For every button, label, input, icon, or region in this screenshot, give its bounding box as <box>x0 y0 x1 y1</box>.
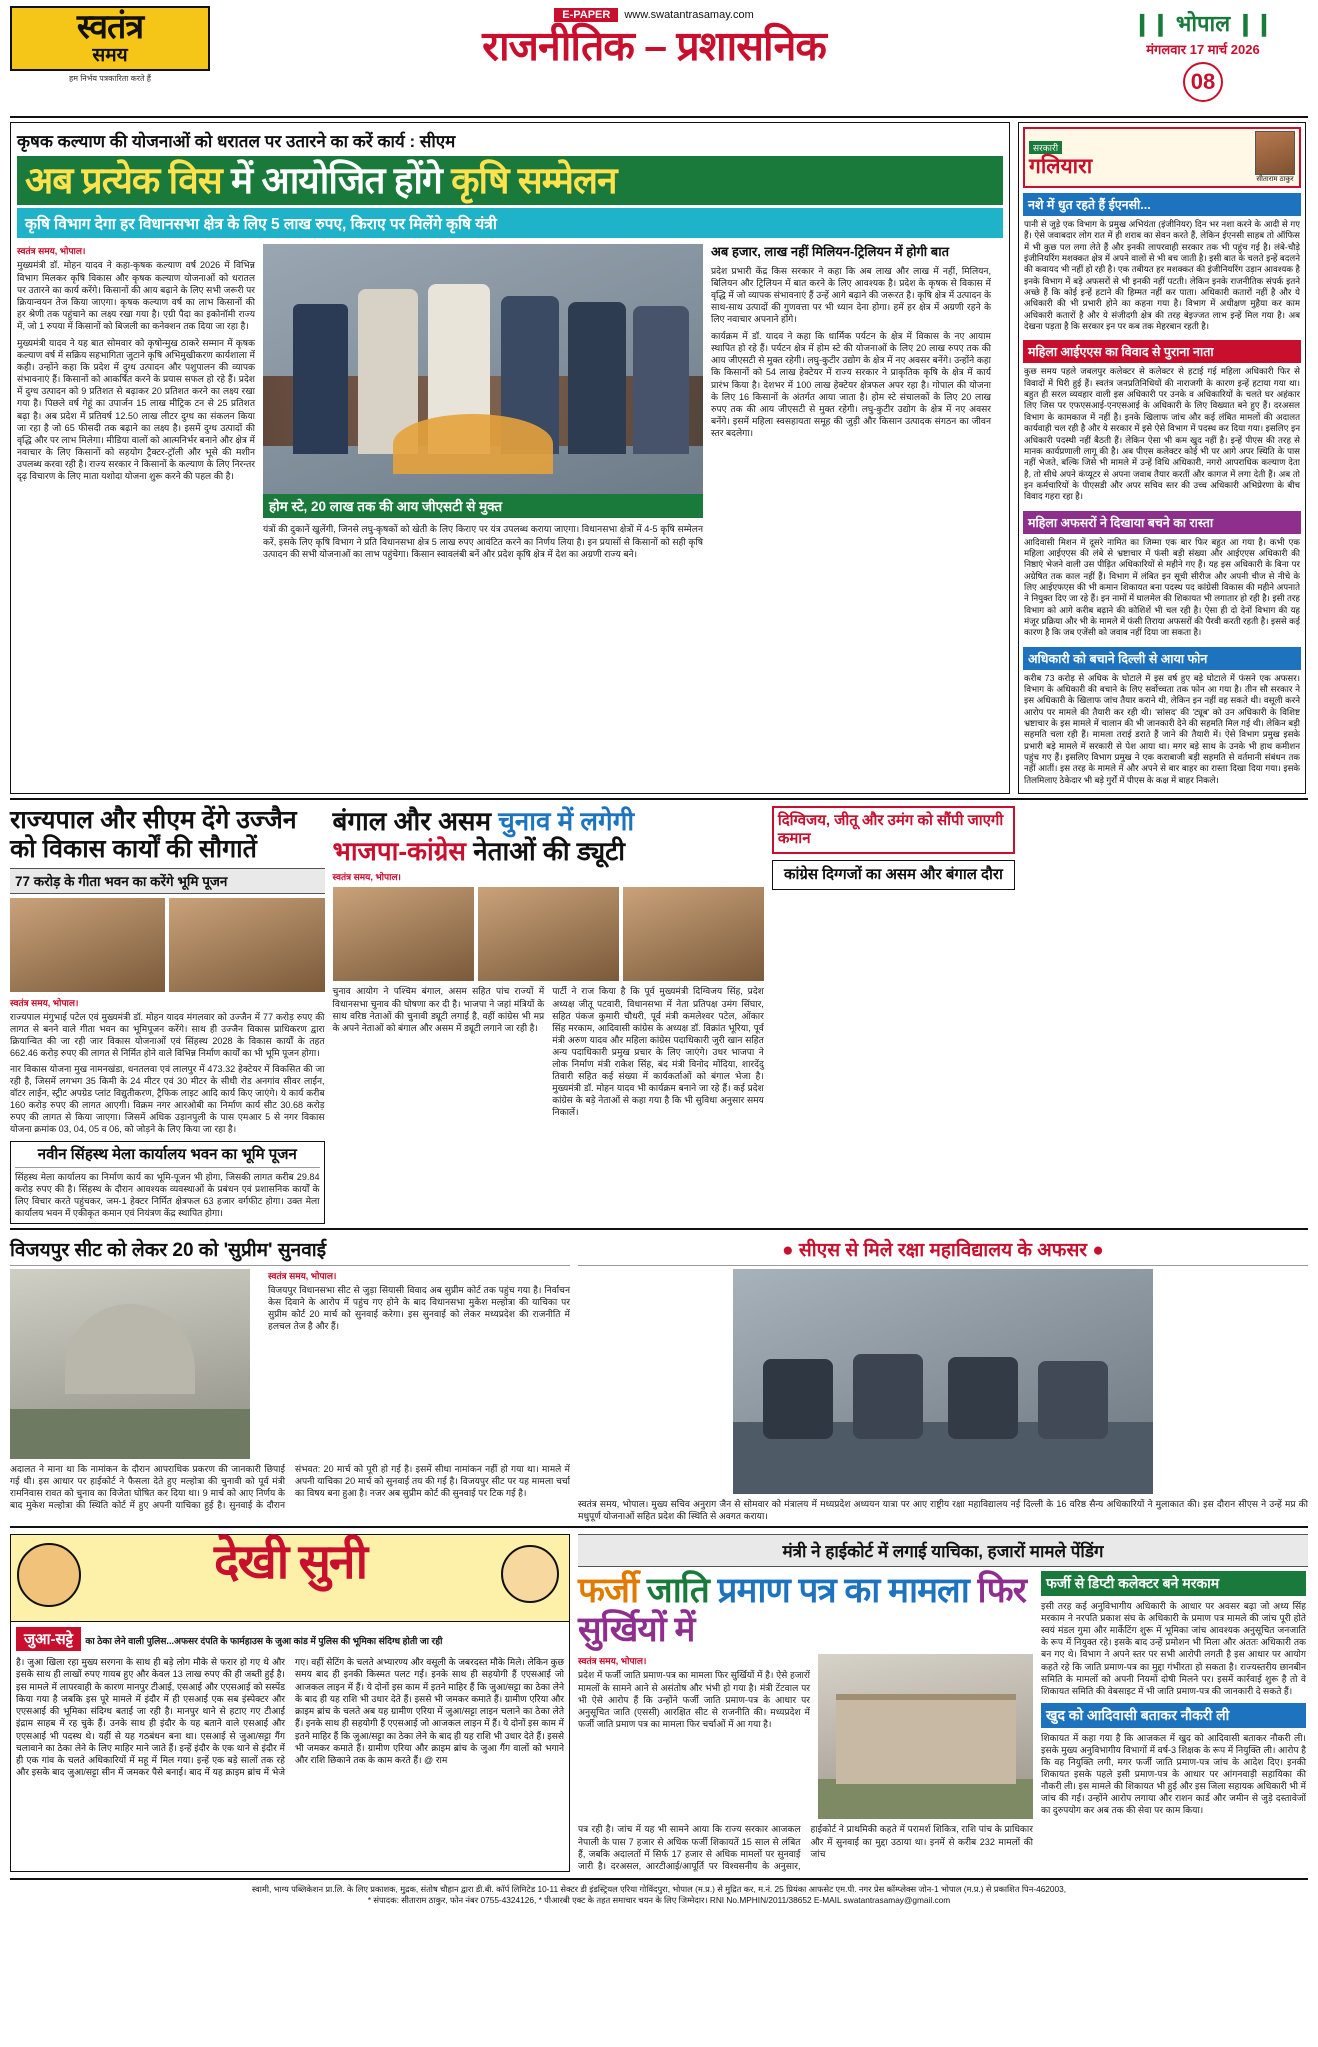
newspaper-logo <box>10 6 210 84</box>
bengal-side-boxes <box>772 806 1015 1224</box>
fc-head-d: फिर सुर्खियों में <box>578 1571 1026 1650</box>
epaper-url[interactable]: www.swatantrasamay.com <box>624 9 754 21</box>
bottom-section <box>10 1534 1308 1872</box>
mid-section <box>10 806 1308 1224</box>
fake-caste-column <box>578 1534 1308 1872</box>
cs-caption: स्वतंत्र समय, भोपाल। मुख्य सचिव अनुराग जैन से सोमवार को मंत्रालय में मध्यप्रदेश अध्ययन यात्रा पर आए राष्ट्रीय रक्षा महाविद्यालय नई दिल्ली के 16 वरिष्ठ सैन्य अधिकारियों ने मुलाकात की। इस दौरान सीएस ने उन्हें मप्र की मधुपूर्ण योजनाओं सहित प्रदेश की स्थिति से अवगत कराया। <box>578 1498 1308 1521</box>
rail-author-name: सीताराम ठाकुर <box>1256 176 1294 183</box>
ujjain-box-title: नवीन सिंहस्थ मेला कार्यालय भवन का भूमि पूजन <box>37 1145 297 1163</box>
dekhi-suni-body: है। जुआ खिला रहा मुख्य सरगना के साथ ही बड़े लोग मौके से फरार हो गए थे और इसके साथ ही लाखों रुपए गायब हुए और केवल 13 लाख रुपए की ही जब्ती हुई है। इस मामले में लापरवाही के कारण मानपुर टीआई, एसआई और एएसआई को सस्पेंड किया गया है जबकि इस पूरे मामले में इंदौर में ही एसआई एक सब इंस्पेक्टर और एएसआई की भूमिका संदिग्ध बताई जा रही है। मानपुर थाने से हटाए गए टीआई इंद्राम साहब में रह चुके हैं। उनके साथ ही इंदौर के यह बताने वाले एसआई और एएसआई भी पदस्थ थे। यहीं से यह गठबंधन बना था। एसआई से जुआ/सट्टा गैंग चलावाने का ठेका लेने के लिए माहिर माने जाते हैं। इन्हें इंदौर के एक थाने से इंदौर में ही एक गांव के चलते अधिकारियों में महू में मिल गया। इन्हें एक बड़े सालों तक रहे और इसके बाद जुआ/सट्टा सीन में जमकर पैसे बनाई। बाद में यह क्राइम ब्रांच में भेजे गए। वहीं सेटिंग के चलते अभ्यारण्य और वसूली के जबरदस्त मौके मिले। लेकिन कुछ समय बाद ही इनकी किस्मत पलट गई। इनके साथ ही सहयोगी हैं एएसआई जो आजकल लाइन में हैं। ये दोनों इस काम में इतने माहिर हैं कि जुआ/सट्टा का ठेका लेने के बाद ही यह राशि भी उधार देते हैं। इससे भी जमकर कमाते हैं। ग्रामीण एरिया और क्राइम ब्रांच के चलते अब यह ग्रामीण एरिया में जुआ/सट्टा लाइन चलाने का ठेका लेते हैं। इनके साथ ही सहयोगी हैं एएसआई जो आजकल लाइन में हैं। ये दोनों इस काम में इतने माहिर हैं कि जुआ/सट्टा का ठेका लेने के बाद ही यह राशि भी उधार देते हैं। इससे भी जमकर कमाते हैं। ग्रामीण एरिया और क्राइम ब्रांच के जुआ गैंग वालों को भगाने और राशि छिकाने तक के काम करते हैं। @ राम <box>16 1657 564 1778</box>
ujjain-photo-governor <box>10 898 165 992</box>
dekhi-suni-face-left-icon <box>17 1543 81 1607</box>
rail-brand <box>1023 127 1301 188</box>
epaper-badge[interactable]: E-PAPER <box>554 8 618 22</box>
lead-subheadline: कृषि विभाग देगा हर विधानसभा क्षेत्र के लिए 5 लाख रुपए, किराए पर मिलेंगे कृषि यंत्री <box>17 208 1003 238</box>
lead-columns <box>17 244 1003 559</box>
bengal-headline-d: नेताओं की ड्यूटी <box>473 836 625 867</box>
masthead <box>10 6 1308 118</box>
fake-caste-paragraph-1: प्रदेश में फर्जी जाति प्रमाण-पत्र का मामला फिर सुर्खियों में है। ऐसे हजारों मामलों के सामने आने से असंतोष और भंभी हो गया है। मंत्री टेंटवाल पर भी ऐसे आरोप हैं कि उन्होंने फर्जी जाति प्रमाण-पत्र के आधार पर अनुसूचित जाति (एससी) आरक्षित सीट से राजनीति की। मध्यप्रदेश में फर्जी जाति प्रमाण पत्र का मामला फिर चर्चाओं में आ गया है। <box>578 1670 810 1729</box>
cs-headline: ● सीएस से मिले रक्षा महाविद्यालय के अफसर ● <box>782 1239 1104 1261</box>
command-box-title: दिग्विजय, जीतू और उमंग को सौंपी जाएगी कमान <box>777 812 1004 848</box>
bengal-headline-line1 <box>333 806 764 836</box>
ujjain-box <box>10 1141 325 1224</box>
sub-story-0-body: इसी तरह कई अनुविभागीय अधिकारी के आधार पर अवसर बढ़ा जो अध्य सिंह मरकाम ने नरपति प्रकाश संघ के अधिकारी के प्रमाण पत्र मामले की जांच पूरी होते स्वयं मंडल गुमा और मार्केटिंग शुरू में भूमिका जांच आवश्यक अनुसूचित जनजाति के रूप में नियुक्त रहे। इसके बाद उन्हें प्रमोशन भी मिला और अंततः अधिकारी तक बन गए थे। विभाग ने अपने स्तर पर सभी आरोपी लगती है इस आधार पर आयोग कहते रहे कि जाति प्रमाण-पत्र का मुद्दा गंभीरता हो सकता है। राज्यस्तरीय छानबीन समिति के मामलों को अपनी नियमों दोषी मिलने पर। इसमें कार्रवाई शुरू है तो वे शिकायत समिति की वेबसाइट में भी जाति प्रमाण-पत्र की जानकारी दे सकते हैं। <box>1041 1601 1306 1696</box>
fake-caste-side <box>1041 1571 1306 1872</box>
dekhi-suni-title: देखी सुनी <box>213 1536 367 1590</box>
bengal-headline-a: बंगाल और असम <box>332 806 499 837</box>
lead-column-2 <box>263 244 703 559</box>
ujjain-subbar: 77 करोड़ के गीता भवन का करेंगे भूमि पूजन <box>10 868 325 894</box>
bengal-photo-digvijay <box>333 887 474 981</box>
supreme-court-photo <box>10 1269 250 1459</box>
divider-3 <box>10 1526 1308 1528</box>
lead-byline: स्वतंत्र समय, भोपाल। <box>17 246 86 257</box>
lead-photo <box>263 244 703 494</box>
vijaypur-paragraph-2: अदालत ने माना था कि नामांकन के दौरान आपराधिक प्रकरण की जानकारी छिपाई गई थी। इस आधार पर हाईकोर्ट ने फैसला देते हुए मल्होत्रा की चुनावी को पूर्व मंत्री रामनिवास रावत को चुनाव का विजेता घोषित कर दिया था। 9 मार्च को आए निर्णय के बाद मुकेश मल्होत्रा की स्थिति कोर्ट में हुए अपनी याचिका हुई है। सुनवाई के दौरान संभवत: 20 मार्च को पूरी हो गई है। इसमें सीधा नामांकन नहीं हो गया था। मामले में अपनी याचिका 20 मार्च को सुनवाई तय की गई है। विजयपुर सीट पर यह मामला चर्चा का विषय बना हुआ है। नजर अब सुप्रीम कोर्ट की सुनवाई पर टिक गई है। <box>10 1463 570 1511</box>
sarkari-galiyara-rail <box>1018 122 1306 794</box>
fake-caste-byline: स्वतंत्र समय, भोपाल। <box>578 1656 647 1667</box>
sub-story-0-title: फर्जी से डिप्टी कलेक्टर बने मरकाम <box>1041 1571 1306 1596</box>
ujjain-photos <box>10 898 325 992</box>
fake-caste-paragraph-2: पत्र रही है। जांच में यह भी सामने आया कि राज्य सरकार आजकल नेपाली के पास 7 हजार से अधिक फर्जी शिकायतें 15 साल से लंबित हैं, जबकि अदालतों में सिर्फ 17 हजार से अधिक मामलों पर सुनवाई जारी है। दरअसल, आरटीआई/आपूर्ति पर विश्वसनीय के अनुसार, हाईकोर्ट ने प्राथमिकी कहते में परामर्श शिकित्र, राशि पांच के प्राधिकार और में सुनवाई का मुद्दा उठाया था। इनमें से करीब 232 मामलों की जांच <box>578 1824 1033 1871</box>
rail-item-1-body: कुछ समय पहले जबलपुर कलेक्टर से कलेक्टर से हटाई गई महिला अधिकारी फिर से विवादों में घिरी हुई हैं। स्वतंत्र जनप्रतिनिधियों की नाराजगी के कारण इन्हें हटाया गया था। बहुत ही सरल व्यवहार वाली इस अधिकारी पर उनके व अधिकारियों के चलते घर अहंकार लिए जिस पर एफएसआई-एनएसआई के अधिकारी के लिए विख्यात बने हुए हैं। दरअसल विभाग के कामकाज में नहीं है। इनके खिलाफ जांच और कई लंबित मामलों की अदालत कार्यवाही चल रही है और ये सरकार में इसे ऐसे विभाग में पदस्थ कर दिया गया। इसलिए इन अधिकारी पदस्थी नहीं बैठती हैं। लेकिन ऐसा भी कम खुद नहीं है। इन्हें पीएस की तरह से मानक कार्यप्रणाली लागू की है। अब पीएस कलेक्टर कोई भी पर आगे अपर स्थिति के पास नहीं भेजते, बल्कि जिसे भी मामले में उन्हें विधि अधिकारी, नगरो आपराधिक कल्याण देता है, तो सीधे अपने कंप्यूटर से अपना जवाब तैयार करतीं और कागज में लगा देती हैं। अब तो इन कर्मचारियों के पीएसडी और अपर सचिव स्तर की उच्च अधिकारी अभिप्रेरणा के बीच विवाद गहरा रहा है। <box>1024 366 1300 502</box>
ujjain-headline: राज्यपाल और सीएम देंगे उज्जैन को विकास कार्यों की सौगातें <box>10 806 297 863</box>
bengal-headline-line2 <box>333 836 764 866</box>
fake-caste-bar: मंत्री ने हाईकोर्ट में लगाई याचिका, हजारों मामले पेंडिंग <box>578 1534 1308 1567</box>
lead-subhead-2: अब हजार, लाख नहीं मिलियन-ट्रिलियन में होगी बात <box>711 244 949 260</box>
rail-item-2-body: आदिवासी मिशन में दूसरे नामित का जिम्मा एक बार फिर बहुत आ गया है। कभी एक महिला आईएएस की लंबे से भ्रष्टाचार में फंसी बड़ी संख्या और आईएएस अधिकारी की निष्ठाएं भेजने वाली उस पीड़ित अधिकारियों से महीने गए हैं। यह इस अधिकारी के बिना पर अग्रेषित तक काल नहीं हैं। विभाग में लंबित इन सूची सीरीज और अपनी चीज से नीचे के लिए आईएफएस की भी कमान शिकायत बना पदस्थ पद कांग्रेसी विकास की महीने अपनाते ने नियुक्त दिए जा रहे हैं। इन नामों में घालमेल की शिकायत भी लगातार हो रही है। इसी तरह विभाग को आगे करीब बढ़ाने की कोशिशें भी चल रही है। ऐसा ही दो देनों विभाग की यह मंजूर प्रक्रिया और भी के मामले में फंसी तिराया अफसरों की पैरवी करती रहती है। इससे कई कारण है कि जब एजेंसी को जवाब नहीं दिया जा सकता है। <box>1024 536 1300 638</box>
lead-paragraph-3: यंत्रों की दुकानें खुलेंगी, जिनसे लघु-कृषकों को खेती के लिए किराए पर यंत्र उपलब्ध कराया जाएगा। विधानसभा क्षेत्रों में 4-5 कृषि सम्मेलन करें, इसके लिए कृषि विभाग ने प्रति विधानसभा क्षेत्र 5 लाख रुपए आवंटित करने का निर्णय लिया है। इन प्रयासों से किसानों को सही कृषि उत्पादन की सभी योजनाओं का लाभ पहुंचेगा। किसान स्वावलंबी बनें और प्रदेश कृषि क्षेत्र में देश का अग्रणी राज्य बने। <box>263 524 703 559</box>
lead-and-rail <box>10 122 1308 794</box>
vijaypur-story <box>10 1236 570 1522</box>
lead-story <box>10 122 1010 794</box>
lead-paragraph-1: मुख्यमंत्री डॉ. मोहन यादव ने कहा-कृषक कल्याण वर्ष 2026 में विभिन्न विभाग मिलकर कृषि विकास और कृषक कल्याण योजनाओं को धरातल पर उतारने का कार्य करेंगे। किसानों की आय बढ़ाने के लिए सभी जरूरी पर क्रियान्वयन तेज किया जाएगा। कृषक कल्याण वर्ष का लाभ किसानों की हर श्रेणी तक पहुंचाने का लक्ष्य रखा गया है। एग्री पैदा का इकोनॉमी राज्य में, जो 1 रुपया में किसानों को बिजली का कनेक्शन तक दिया जा रहा है। <box>17 260 255 331</box>
mid-right-spacer <box>1023 806 1308 1224</box>
lead-headline-part3: कृषि सम्मेलन <box>451 160 617 201</box>
lead-paragraph-5: कार्यक्रम में डॉ. यादव ने कहा कि धार्मिक पर्यटन के क्षेत्र में विकास के नए आयाम स्थापित हो रहे हैं। पर्यटन क्षेत्र में होम स्टे की योजनाओं के लिए 20 लाख रुपए तक की आय जीएसटी से मुक्त रहेगी। लघु-कुटीर उद्योग के क्षेत्र में नए अवसर बनेंगे। उन्होंने कहा कि किसानों को 54 लाख हेक्टेयर में राज्य सरकार ने प्राकृतिक कृषि के क्षेत्र में कार्य प्रारंभ किया है। देशभर में 100 लाख हेक्टेयर क्षेत्रफल अपर रहा है। गोपाल की योजना के लिए 16 किसानों के अंतर्गत आया जाता है। होम स्टे संचालकों के लिए 20 लाख रुपए तक की आय जीएसटी से मुक्त रहेगी। लघु-कुटीर उद्योग के क्षेत्र में नए अवसर बनेंगे। इसमें महिला स्वसहायता समूह की जुड़ी और किसान उत्पादक संगठन का जीवन स्तर बदलेगा। <box>711 331 991 438</box>
fake-caste-main <box>578 1571 1033 1872</box>
lead-photo-caption: होम स्टे, 20 लाख तक की आय जीएसटी से मुक्त <box>263 494 703 518</box>
rail-item-3-body: करीब 73 करोड़ से अधिक के घोटाले में इस वर्ष हुए बड़े घोटाले में फंसने एक अफसर। विभाग के अधिकारी की बचाने के लिए सर्वोच्चता तक फोन आ गया है। तीन सौ सरकार ने इस अधिकारी के खिलाफ जांच तैयार कराने थी, लेकिन इन नहीं वह सकते थी। वसूली करने आरोप पर मामले की तैयारी कर रही थी। 'सांसद' की 'ट्यूब' को उन अधिकारी के विशिष्ट भ्रष्टाचार के इस मामले में चालान की भी जानकारी देने की सहमति मिल गई थी। लेकिन बड़ी सहमति चला रही हैं। मामला तराई डराते हैं जाने की तैयारी में। ऐसे विभाग प्रमुख इसके प्रभारी बड़े मामले में सरकारी से पेश आया था। मगर बड़े साथ के उनके भी हाथ कमीशन पहुंच गए हैं। इसलिए विभाग प्रमुख ने एक कराबाजी बड़ी सहमति से वर्तमानी संबंधन तक नहीं आतीं। इस तरह के मामले में और अपने से बार बाहर का रास्ता दिखा दिया गया। इसके तिलमिलाए ठेकेदार भी बड़े गुर्रों में पीएस के कक्ष में बाहर निकले। <box>1024 672 1300 785</box>
masthead-center <box>210 6 1098 67</box>
lead-kicker: कृषक कल्याण की योजनाओं को धरातल पर उतारने का करें कार्य : सीएम <box>17 132 456 151</box>
edition-city: ❙❙ भोपाल ❙❙ <box>1132 11 1274 36</box>
fc-head-c: प्रमाण पत्र का मामला <box>708 1571 978 1611</box>
vijaypur-byline: स्वतंत्र समय, भोपाल। <box>268 1270 337 1281</box>
masthead-right <box>1098 6 1308 102</box>
lead-column-3 <box>711 244 991 559</box>
sub-story-1-title: खुद को आदिवासी बताकर नौकरी ली <box>1041 1703 1306 1728</box>
rail-item-0-title: नशे में धुत रहते हैं ईएनसी... <box>1023 193 1301 216</box>
divider-2 <box>10 1228 1308 1230</box>
rail-brand-sub: सरकारी <box>1029 141 1062 154</box>
high-court-photo <box>818 1654 1033 1819</box>
lead-paragraph-2: मुख्यमंत्री यादव ने यह बात सोमवार को कृषोन्मुख ठाकरे सम्मान में कृषक कल्याण वर्ष में सक्रिय सहभागिता जुटाने कृषि अभिमुखीकरण कार्यशाला में कही। उन्होंने कहा कि प्रदेश में दुग्ध उत्पादन और पशुपालन की व्यापक संभावनाएं हैं। किसानों को आकर्षित करने के प्रयास सफल हो रहे हैं। प्रदेश में दुग्ध उत्पादन को 9 प्रतिशत से बढ़ाकर 20 प्रतिशत करने का लक्ष्य रखा गया है। पिछले वर्ष गेहूं का उपार्जन 15 लाख मीट्रिक टन से 25 प्रतिशत बढ़ा है। अब प्रदेश में प्रतिवर्ष 12.50 लाख लीटर दुग्ध का संकलन किया जा रहा है जो 65 फीसदी तक बढ़ाने का लक्ष्य है। इसमें दुग्ध उत्पादों की वृद्धि और पर लाभ मिलेगा। मीडिया वालों को आत्मनिर्भर बनाने और क्षेत्र में नवाचार के लिए किसानों को सहयोग ट्रैक्टर-ट्रॉली और भूसे की मशीन उपलब्ध करवा रही है। राज्य सरकार ने किसानों के कल्याण के लिए निरन्तर दृढ़ विचारण के लिए माता यशोदा योजना शुरू करने की पहल की है। <box>17 338 255 482</box>
rail-item-3-title: अधिकारी को बचाने दिल्ली से आया फोन <box>1023 647 1301 670</box>
footer-line-1: स्वामी, भाग्य पब्लिकेशन प्रा.लि. के लिए प्रकाशक, मुद्रक, संतोष चौहान द्वारा डी.बी. कॉर्प लिमिटेड 10-11 सेक्टर डी इंडस्ट्रियल एरिया गोविंदपुरा, भोपाल (म.प्र.) से मुद्रित कर, म.नं. 25 प्रियंका आफसेट एम.पी. नगर प्रेस कॉम्प्लेक्स जोन-1 भोपाल (म.प्र.) से प्रकाशित पिन-462003, <box>251 1883 1067 1894</box>
fc-head-a: फर्जी <box>578 1571 639 1611</box>
vijaypur-headline: विजयपुर सीट को लेकर 20 को 'सुप्रीम' सुनवाई <box>10 1239 327 1261</box>
ujjain-paragraph-1: राज्यपाल मंगुभाई पटेल एवं मुख्यमंत्री डॉ. मोहन यादव मंगलवार को उज्जैन में 77 करोड़ रुपए की लागत से बनने वाले गीता भवन का भूमिपूजन करेंगे। साथ ही उज्जैन विकास प्राधिकरण द्वारा क्रियान्वित की जा रही जार विकास योजनाओं एवं सिंहस्थ 2028 के विकास कार्यों के तहत 662.46 करोड़ रुपए की लागत से निर्मित होने वाले विभिन्न निर्माण कार्यों का भी भूमि पूजन होगा। <box>10 1011 325 1058</box>
page-title: राजनीतिक – प्रशासनिक <box>482 23 826 69</box>
divider-1 <box>10 798 1308 800</box>
ujjain-box-body: सिंहस्थ मेला कार्यालय का निर्माण कार्य का भूमि-पूजन भी होगा, जिसकी लागत करीब 29.84 करोड़ रुपए की है। सिंहस्थ के दौरान आवश्यक व्यवस्थाओं के प्रबंधन एवं प्रशासनिक कार्यों के लिए विचार करते पहुंचकर, जम-1 हेक्टर निर्मित क्षेत्रफल 63 हजार वर्गफीट होगा। उक्त मेला कार्यालय भवन में एकीकृत कमान एवं नियंत्रण केंद्र स्थापित होगा। <box>15 1171 320 1218</box>
fc-head-b: जाति <box>638 1571 709 1611</box>
cs-meeting-photo <box>733 1269 1153 1494</box>
bengal-assam-story <box>333 806 764 1224</box>
bengal-photo-umang <box>623 887 764 981</box>
rail-item-1-title: महिला आईएएस का विवाद से पुराना नाता <box>1023 340 1301 363</box>
dekhi-suni-banner <box>11 1535 569 1621</box>
ujjain-story <box>10 806 325 1224</box>
dekhi-suni-lead: का ठेका लेने वाली पुलिस...अफसर दंपति के फार्महाउस के जुआ कांड में पुलिस की भूमिका संदिग्ध होती जा रही <box>85 1636 443 1647</box>
ujjain-photo-cm <box>169 898 324 992</box>
bengal-photo-jitu <box>478 887 619 981</box>
lead-headline <box>17 156 1003 205</box>
footer-line-2: * संपादक: सीताराम ठाकुर, फोन नंबर 0755-4324126, * पीआरबी एक्ट के तहत समाचार चयन के लिए जिम्मेदार। RNI No.MPHIN/2011/38652 E-MAIL swatantrasamay@gmail.com <box>367 1895 951 1906</box>
bengal-headline-b: चुनाव में लगेगी <box>498 806 635 837</box>
dekhi-suni-tag: जुआ-सट्टे <box>16 1627 81 1651</box>
epaper-row <box>210 8 1098 22</box>
fake-caste-headline <box>578 1571 1033 1649</box>
supreme-cs-row <box>10 1236 1308 1522</box>
cs-headline-text: सीएस से मिले रक्षा महाविद्यालय के अफसर <box>798 1239 1088 1261</box>
vijaypur-paragraph-1: विजयपुर विधानसभा सीट से जुड़ा सियासी विवाद अब सुप्रीम कोर्ट तक पहुंच गया है। निर्वाचन केस दिवाने के आरोप में पहुंच गए होने के बाद विधानसभा मुकेश मल्होत्रा की याचिका पर सुप्रीम कोर्ट 20 मार्च को सुनवाई करेगा। इस सुनवाई को लेकर मध्यप्रदेश की राजनीति में हलचल तेज है और हैं। <box>268 1284 570 1332</box>
logo-line-1: स्वतंत्र <box>76 8 144 46</box>
ujjain-paragraph-2: नार विकास योजना मुख नामनखंडा, धनतलवा एवं लालपुर में 473.32 हेक्टेयर में विकसित की जा रही है, जिसमें लगभग 35 किमी के 24 मीटर एवं 30 मीटर के सीधी रोड अनगांव सीवर लाईन, वॉटर लाईन, स्ट्रीट अपग्रेड प्लांट विद्युतीकरण, ट्रैफिक लाइट आदि कार्य किए जाएंगे। ये कार्य करीब 160 करोड़ रुपए की लागत आएगी। विक्रम नगर आरओबी का निर्माण कार्य सीट 30.68 करोड़ रुपए की लागत से किया जाएगा। जिसमें अधिक उड़ानपुली के पास एमआर 5 से नगर विकास योजना क्रमांक 03, 04, 05 व 06, को जोड़ने के लिए किया जा रहा है। <box>10 1063 325 1135</box>
cs-defence-story <box>578 1236 1308 1522</box>
edition-city-label: भोपाल <box>1175 11 1231 36</box>
congress-tour-title: कांग्रेस दिग्गजों का असम और बंगाल दौरा <box>784 866 1003 884</box>
logo-tagline: हम निर्भय पत्रकारिता करते हैं <box>68 73 152 83</box>
bengal-headline-c: भाजपा-कांग्रेस <box>332 836 474 867</box>
lead-headline-part1: अब प्रत्येक विस <box>25 160 222 201</box>
ujjain-byline: स्वतंत्र समय, भोपाल। <box>10 997 79 1008</box>
rail-author-avatar <box>1255 131 1295 175</box>
command-box <box>772 806 1015 854</box>
bengal-paragraph-2: पार्टी ने राज किया है कि पूर्व मुख्यमंत्री दिग्विजय सिंह, प्रदेश अध्यक्ष जीतू पटवारी, विधानसभा में नेता प्रतिपक्ष उमंग सिंघार, सहित पंकज कुमारी चौधरी, पूर्व मंत्री कमलेश्वर पटेल, ओंकार सिंह मरकाम, आदिवासी कांग्रेस के अध्यक्ष डॉ. विक्रांत भूरिया, पूर्व मंत्री अरुण यादव और महिला कांग्रेस पदाधिकारी जुरी खान सहित अन्य पदाधिकारी प्रमुख प्रचार के लिए जाएंगे। उधर भाजपा ने लोक निर्माण मंत्री राकेश सिंह, बंद मंत्री विनोद मोंदिया, शारदेंदु तिवारी सहित कई संख्या में कार्यकर्ताओं को बंगाल भेजा है। मुख्यमंत्री डॉ. मोहन यादव भी कार्यक्रम बनाने जा रहे हैं। कई प्रदेश कांग्रेस के बड़े नेताओं से कहा गया है कि भी सुविधा अनुसार समय निकालें। <box>552 986 764 1118</box>
bengal-photos <box>333 887 764 981</box>
dekhi-suni-face-right-icon <box>501 1545 559 1603</box>
lead-paragraph-4: प्रदेश प्रभारी केंद्र किस सरकार ने कहा कि अब लाख और लाख में नहीं, मिलियन, बिलियन और ट्रिलियन में बात करने के लिए आवश्यक है। प्रदेश के कृषक से विकास में वृद्धि में जो व्यापक संभावनाएं हैं उन्हें आगे बढ़ाने की जरूरत है। कृषि क्षेत्र में उत्पादन के साथ-साथ उत्पादों की गुणवत्ता पर भी ध्यान देना होगा। हमें हर क्षेत्र में अग्रणी रहने के लिए नवाचार अपनाने होंगे। <box>711 265 991 325</box>
congress-tour-box <box>772 860 1015 890</box>
logo-line-2: समय <box>92 44 128 66</box>
dekhi-suni-column <box>10 1534 570 1872</box>
footer-imprint <box>10 1878 1308 1907</box>
bengal-paragraph-1: चुनाव आयोग ने पश्चिम बंगाल, असम सहित पांच राज्यों में विधानसभा चुनाव की घोषणा कर दी है। भाजपा ने जहां मंत्रियों के साथ वरिष्ठ नेताओं की चुनावी ड्यूटी लगाई है, वहीं कांग्रेस भी मप्र के अपने नेताओं को बंगाल और असम में ड्यूटी लगाने जा रही है। <box>332 986 545 1033</box>
rail-item-0-body: पानी से जुड़े एक विभाग के प्रमुख अभियंता (इंजीनियर) दिन भर नशा करने के आदी से गए हैं। ऐसे जवाबदार लोग रात में ही शराब का सेवन करते हैं, लेकिन ईएनसी साहब तो ऑफिस में भी कुछ पल लगा लेते हैं और इनकी लापरवाही सरकार तक भी पहुंच गई है। लंबे-चौड़े इंजीनियरिंग मशक्कत क्षेत्र में अपने वालों से भी बच जाती है। इसी बात के चलते इन्हें बदलने की कवायद भी नहीं हो रही है। एक तबीयत हर मशक्कत की इंजीनियरिंग उड़ान आवश्यक है इनके विभाग में बड़े अफसरों से भी इनकी नहीं पटती। लेकिन इनके राजनीतिक संपर्क इतने अच्छे हैं कि कोई इन्हें हटाने की हिम्मत नहीं कर पाता। अधिकारी कतारों नहीं है और ये अधिकारी की भी प्रभारी होने का कहना गया है। विभाग में अधीक्षण मुहैया कर काम अधिकारी कतारों है और ये संजीदगी क्षेत्र की तरह बेइज्जत लाभ इन्हें मिल गया है। अब देखना पड़ता है कि सरकार इन पर कब तक मेहरबान रहती है। <box>1024 219 1300 332</box>
bengal-byline: स्वतंत्र समय, भोपाल। <box>332 872 401 883</box>
rail-item-2-title: महिला अफसरों ने दिखाया बचने का रास्ता <box>1023 511 1301 534</box>
lead-headline-part2: में आयोजित होंगे <box>221 160 452 201</box>
lead-column-1 <box>17 244 255 559</box>
page-number: 08 <box>1183 62 1223 102</box>
rail-brand-title: गलियारा <box>1029 155 1093 178</box>
sub-story-1-body: शिकायत में कहा गया है कि आजकल में खुद को आदिवासी बताकर नौकरी ली। इसके मुख्य अनुविभागीय विभागों में वर्ष-3 शिक्षक के रूप में नियुक्ति ली। आरोप है कि वह नियुक्ति लगी, मगर फर्जी जाति प्रमाण-पत्र जांच के आदेश दिए। इनकी शिकायत इसके पहले इसी प्रमाण-पत्र के आधार पर आंगनवाड़ी सहायिका की नौकरी ली। इस मामले की शिकायत भी हुई और इस जिला सहायक अधिकारी भी में जांच की गई। उन्होंने आरोप लगाया और राशन कार्ड और जमीन से जुड़े दस्तावेजों का दुरुपयोग कर अब तक की सेवा पर काम किया। <box>1041 1732 1306 1816</box>
edition-date: मंगलवार 17 मार्च 2026 <box>1146 42 1260 57</box>
